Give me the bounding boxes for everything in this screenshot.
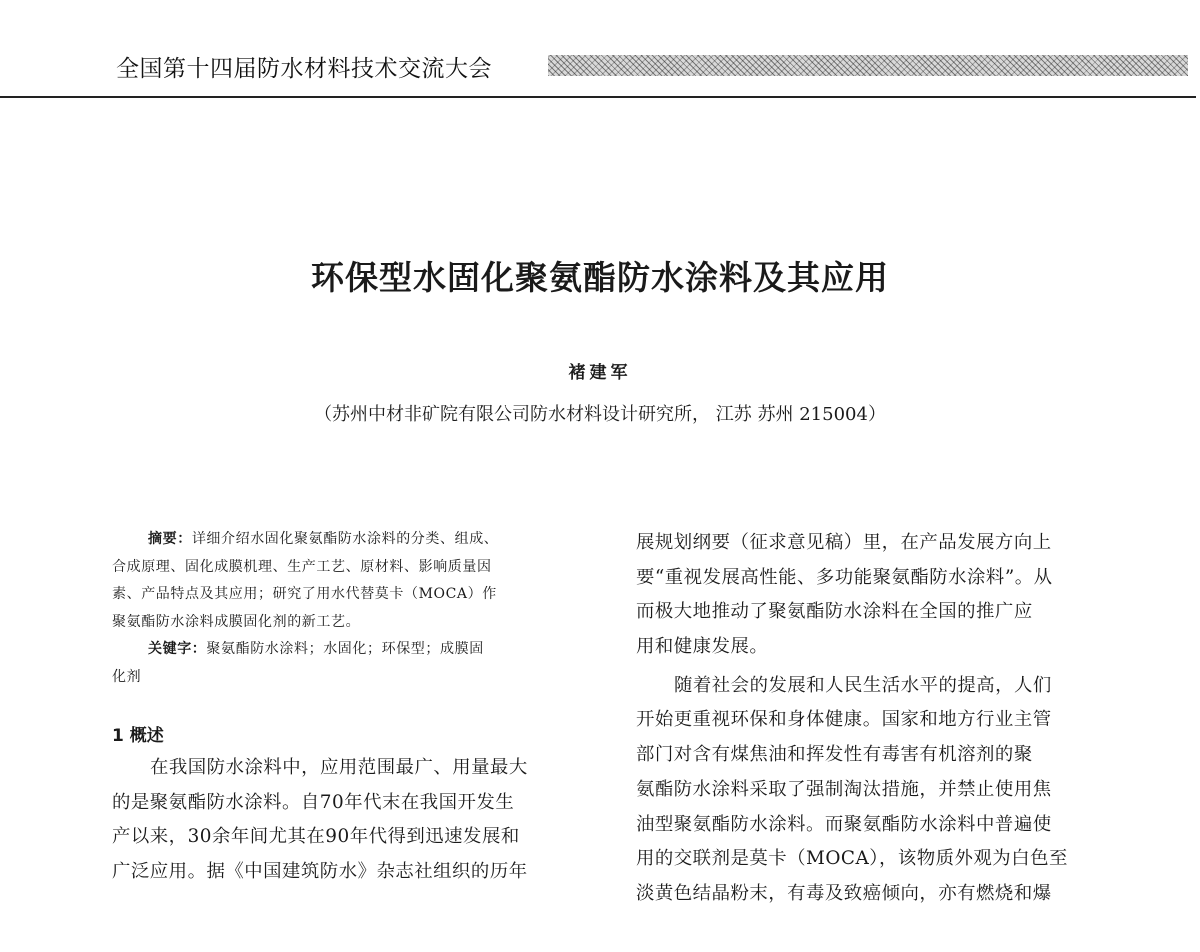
body-line: 淡黄色结晶粉末，有毒及致癌倾向，亦有燃烧和爆 [636, 882, 1052, 904]
paper-title: 环保型水固化聚氨酯防水涂料及其应用 [311, 258, 889, 297]
keywords-text: 聚氨酯防水涂料；水固化；环保型；成膜固 [206, 641, 484, 657]
section-heading: 1 概述 [112, 726, 164, 746]
abstract-line: 素、产品特点及其应用；研究了用水代替莫卡（MOCA）作 [112, 586, 497, 602]
body-line: 而极大地推动了聚氨酯防水涂料在全国的推广应 [636, 601, 1033, 623]
right-column [636, 526, 1088, 912]
abstract-line [112, 526, 582, 554]
body-line: 油型聚氨酯防水涂料。而聚氨酯防水涂料中普遍使 [636, 813, 1052, 835]
body-line: 部门对含有煤焦油和挥发性有毒害有机溶剂的聚 [636, 744, 1033, 766]
abstract-line: 聚氨酯防水涂料成膜固化剂的新工艺。 [112, 613, 361, 630]
abstract-line: 合成原理、固化成膜机理、生产工艺、原材料、影响质量因 [112, 558, 492, 575]
keywords-label: 关键字： [148, 641, 207, 657]
body-line: 展规划纲要（征求意见稿）里，在产品发展方向上 [636, 532, 1052, 553]
header-rule [0, 96, 1196, 98]
body-line: 在我国防水涂料中，应用范围最广、用量最大 [150, 757, 528, 778]
abstract-text: 详细介绍水固化聚氨酯防水涂料的分类、组成、 [191, 531, 499, 547]
body-line: 氨酯防水涂料采取了强制淘汰措施，并禁止使用焦 [636, 778, 1052, 800]
body-line: 产以来，30余年间尤其在90年代得到迅速发展和 [112, 826, 520, 848]
body-line: 用的交联剂是莫卡（MOCA），该物质外观为白色至 [636, 848, 1068, 870]
keywords-line: 化剂 [112, 668, 142, 685]
abstract-label: 摘要： [148, 531, 192, 547]
keywords-line [112, 636, 582, 664]
body-line: 用和健康发展。 [636, 636, 769, 658]
body-line: 广泛应用。据《中国建筑防水》杂志社组织的历年 [112, 861, 528, 883]
body-line: 的是聚氨酯防水涂料。自70年代末在我国开发生 [112, 791, 515, 813]
body-line: 开始更重视环保和身体健康。国家和地方行业主管 [636, 709, 1052, 731]
conference-header: 全国第十四届防水材料技术交流大会 [116, 56, 492, 82]
body-line: 要“重视发展高性能、多功能聚氨酯防水涂料”。从 [636, 566, 1053, 588]
body-line: 随着社会的发展和人民生活水平的提高，人们 [674, 674, 1052, 696]
author-affiliation: （苏州中材非矿院有限公司防水材料设计研究所， 江苏 苏州 215004） [314, 404, 886, 425]
left-column [112, 526, 582, 890]
author-name: 褚建军 [568, 363, 632, 383]
header-decorative-band [548, 55, 1188, 76]
